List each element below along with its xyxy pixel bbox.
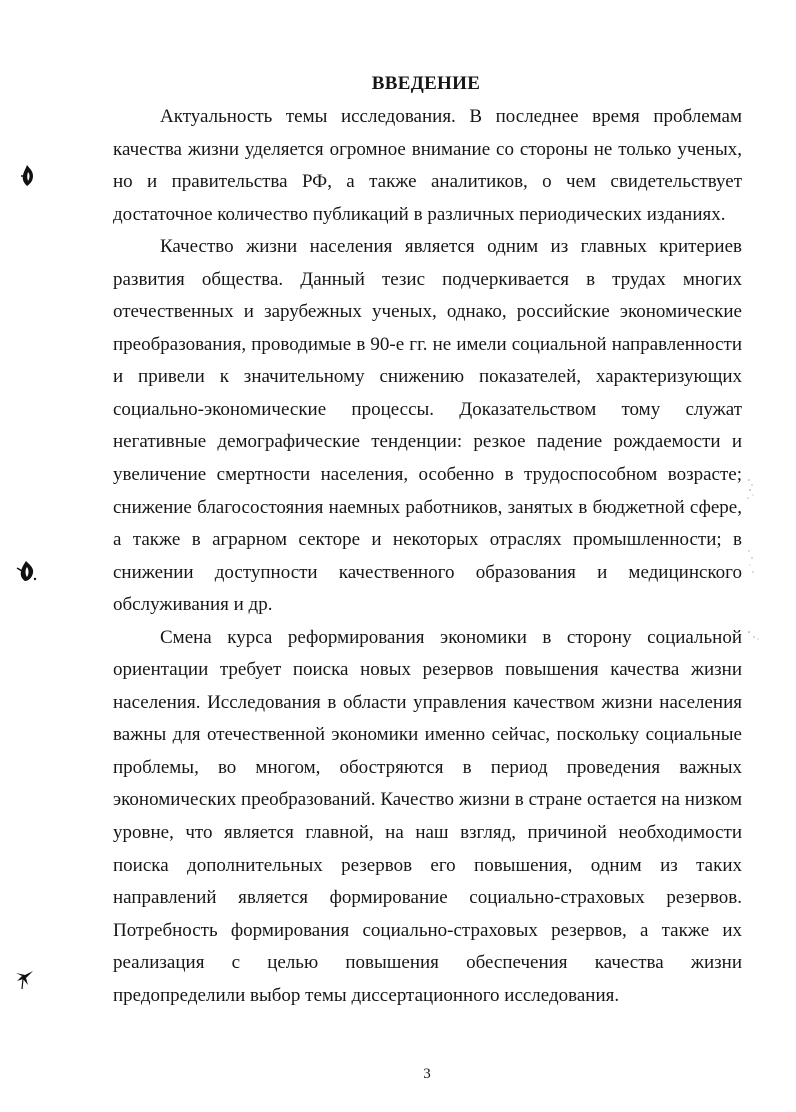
scan-speck <box>745 548 757 576</box>
body-text <box>113 101 742 1012</box>
paragraph-quality-of-life: Качество жизни населения является одним из главных критериев развития общества. Данный тезис подчеркивается в трудах многих отечественных и зарубежных ученых, однако, российские экономические преобразования, проводимые в 90-е гг. не имели социальной направленности и привели к значительному снижению показателей, характеризующих социально-экономические процессы. Доказательством тому служат негативные демографические тенденции: резкое падение рождаемости и увеличение смертности населения, особенно в трудоспособном возрасте; снижение благосостояния наемных работников, занятых в бюджетной сфере, а также в аграрном секторе и некоторых отраслях промышленности; в снижении доступности качественного образования и медицинского обслуживания и др. <box>113 236 742 616</box>
scan-speck <box>745 628 761 642</box>
page-title: ВВЕДЕНИЕ <box>371 73 481 94</box>
paragraph-reform-course: Смена курса реформирования экономики в сторону социальной ориентации требует поиска новых резервов повышения качества жизни населения. Исследования в области управления качеством жизни населения важны для отечественной экономики именно сейчас, поскольку социальные проблемы, во многом, обостряются в период проведения важных экономических преобразований. Качество жизни в стране остается на низком уровне, что является главной, на наш взгляд, причиной необходимости поиска дополнительных резервов его повышения, одним из таких направлений является формирование социально-страховых резервов. Потребность формирования социально-страховых резервов, а также их реализация с целью повышения обеспечения качества жизни предопределили выбор темы диссертационного исследования. <box>113 626 742 1006</box>
ink-blot-icon <box>15 559 39 583</box>
ink-blot-icon <box>13 965 37 993</box>
paragraph-relevance: Актуальность темы исследования. В последнее время проблемам качества жизни уделяется огромное внимание со стороны не только ученых, но и правительства РФ, а также аналитиков, о чем свидетельствует достаточное количество публикаций в различных периодических изданиях. <box>113 106 742 225</box>
scan-speck <box>744 476 758 502</box>
page-number: 3 <box>423 1066 431 1082</box>
ink-blot-icon <box>18 164 38 188</box>
